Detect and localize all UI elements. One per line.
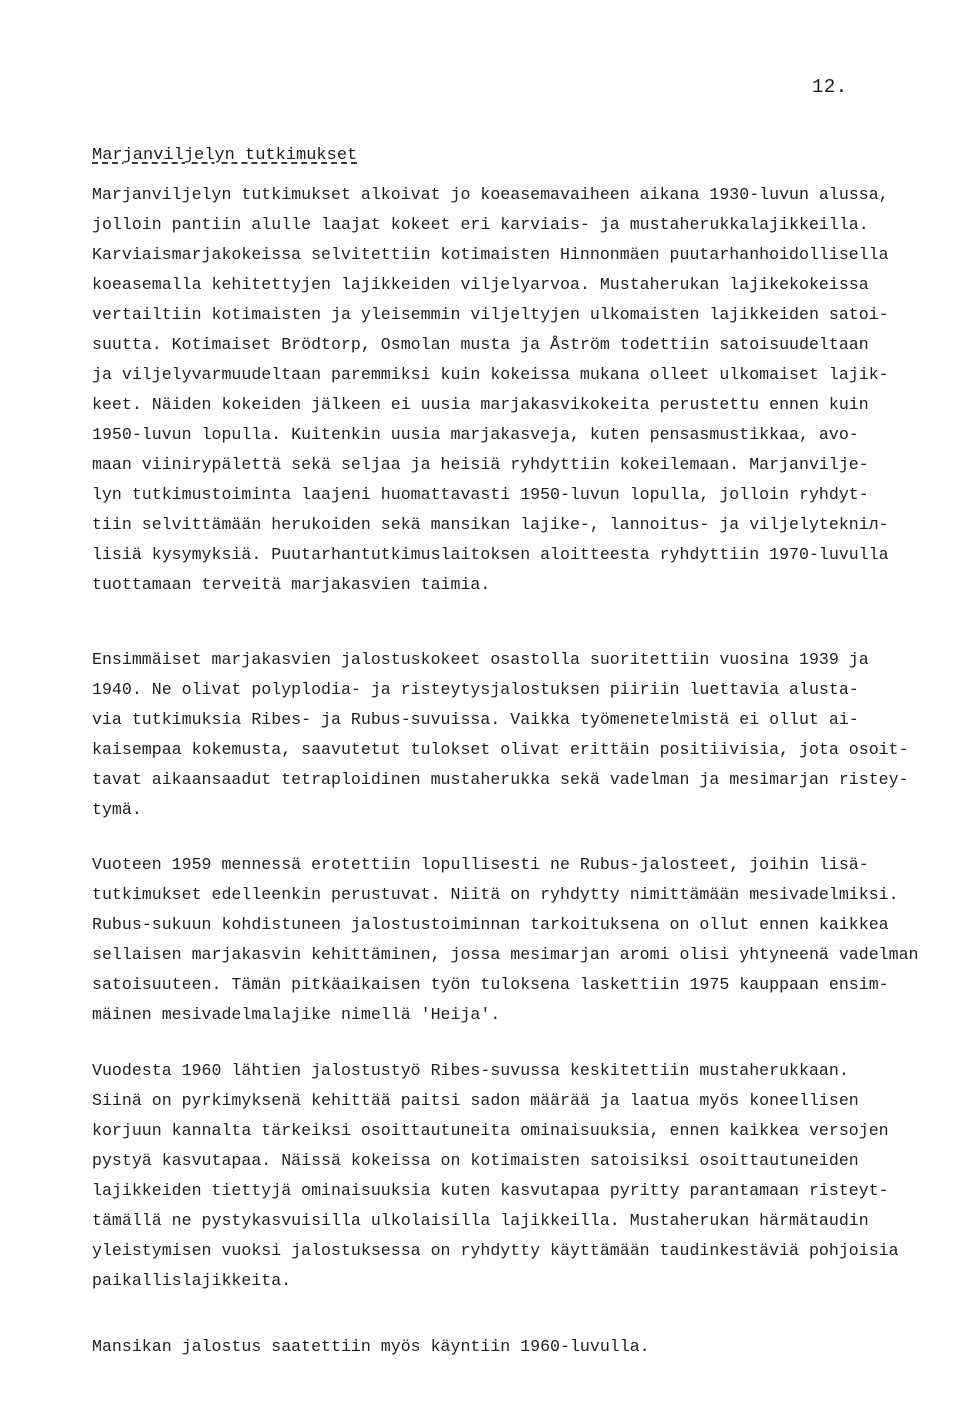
text-line: kaisempaa kokemusta, saavutetut tulokset olivat erittäin positiivisia, jota osoit- [92, 740, 909, 759]
text-line: tiin selvittämään herukoiden sekä mansikan lajike-, lannoitus- ja viljelytekniл- [92, 515, 889, 534]
text-line: 1940. Ne olivat polyplodia- ja risteytysjalostuksen piiriin luettavia alusta- [92, 680, 859, 699]
paragraph-4 [92, 1056, 899, 1296]
text-line: ja viljelyvarmuudeltaan paremmiksi kuin kokeissa mukana olleet ulkomaiset lajik- [92, 365, 889, 384]
page-number: 12. [812, 76, 848, 98]
text-line: lyn tutkimustoiminta laajeni huomattavasti 1950-luvun lopulla, jolloin ryhdyt- [92, 485, 869, 504]
text-line: via tutkimuksia Ribes- ja Rubus-suvuissa. Vaikka työmenetelmistä ei ollut ai- [92, 710, 859, 729]
text-line: Siinä on pyrkimyksenä kehittää paitsi sadon määrää ja laatua myös koneellisen [92, 1091, 859, 1110]
text-line: tymä. [92, 800, 142, 819]
section-heading: Marjanviljelyn tutkimukset [92, 146, 358, 165]
text-line: keet. Näiden kokeiden jälkeen ei uusia marjakasvikokeita perustettu ennen kuin [92, 395, 869, 414]
text-line: Rubus-sukuun kohdistuneen jalostustoiminnan tarkoituksena on ollut ennen kaikkea [92, 915, 889, 934]
text-line: koeasemalla kehitettyjen lajikkeiden viljelyarvoa. Mustaherukan lajikekokeissa [92, 275, 869, 294]
text-line: 1950-luvun lopulla. Kuitenkin uusia marjakasveja, kuten pensasmustikkaa, avo- [92, 425, 859, 444]
text-line: pystyä kasvutapaa. Näissä kokeissa on kotimaisten satoisiksi osoittautuneiden [92, 1151, 859, 1170]
text-line: korjuun kannalta tärkeiksi osoittautuneita ominaisuuksia, ennen kaikkea versojen [92, 1121, 889, 1140]
text-line: Ensimmäiset marjakasvien jalostuskokeet osastolla suoritettiin vuosina 1939 ja [92, 650, 869, 669]
text-line: tämällä ne pystykasvuisilla ulkolaisilla lajikkeilla. Mustaherukan härmätaudin [92, 1211, 869, 1230]
text-line: tuottamaan terveitä marjakasvien taimia. [92, 575, 491, 594]
text-line: Karviaismarjakokeissa selvitettiin kotimaisten Hinnonmäen puutarhanhoidollisella [92, 245, 889, 264]
text-line: mäinen mesivadelmalajike nimellä 'Heija'. [92, 1005, 501, 1024]
text-line: paikallislajikkeita. [92, 1271, 292, 1290]
text-line: yleistymisen vuoksi jalostuksessa on ryhdytty käyttämään taudinkestäviä pohjoisia [92, 1241, 899, 1260]
text-line: lajikkeiden tiettyjä ominaisuuksia kuten kasvutapaa pyritty parantamaan risteyt- [92, 1181, 889, 1200]
paragraph-5 [92, 1332, 650, 1362]
text-line: tavat aikaansaadut tetraploidinen mustaherukka sekä vadelman ja mesimarjan ristey- [92, 770, 909, 789]
text-line: Mansikan jalostus saatettiin myös käyntiin 1960-luvulla. [92, 1337, 650, 1356]
text-line: tutkimukset edelleenkin perustuvat. Niitä on ryhdytty nimittämään mesivadelmiksi. [92, 885, 899, 904]
text-line: lisiä kysymyksiä. Puutarhantutkimuslaitoksen aloitteesta ryhdyttiin 1970-luvulla [92, 545, 889, 564]
paragraph-3 [92, 850, 919, 1030]
paragraph-2 [92, 645, 909, 825]
text-line: Vuoteen 1959 mennessä erotettiin lopullisesti ne Rubus-jalosteet, joihin lisä- [92, 855, 869, 874]
text-line: Vuodesta 1960 lähtien jalostustyö Ribes-suvussa keskitettiin mustaherukkaan. [92, 1061, 849, 1080]
text-line: Marjanviljelyn tutkimukset alkoivat jo koeasemavaiheen aikana 1930-luvun alussa, [92, 185, 889, 204]
text-line: vertailtiin kotimaisten ja yleisemmin viljeltyjen ulkomaisten lajikkeiden satoi- [92, 305, 889, 324]
text-line: suutta. Kotimaiset Brödtorp, Osmolan musta ja Åström todettiin satoisuudeltaan [92, 335, 869, 354]
paragraph-1 [92, 180, 889, 600]
text-line: jolloin pantiin alulle laajat kokeet eri karviais- ja mustaherukkalajikkeilla. [92, 215, 869, 234]
text-line: satoisuuteen. Tämän pitkäaikaisen työn tuloksena laskettiin 1975 kauppaan ensim- [92, 975, 889, 994]
text-line: sellaisen marjakasvin kehittäminen, jossa mesimarjan aromi olisi yhtyneenä vadelman [92, 945, 919, 964]
text-line: maan viinirypälettä sekä seljaa ja heisiä ryhdyttiin kokeilemaan. Marjanvilje- [92, 455, 869, 474]
